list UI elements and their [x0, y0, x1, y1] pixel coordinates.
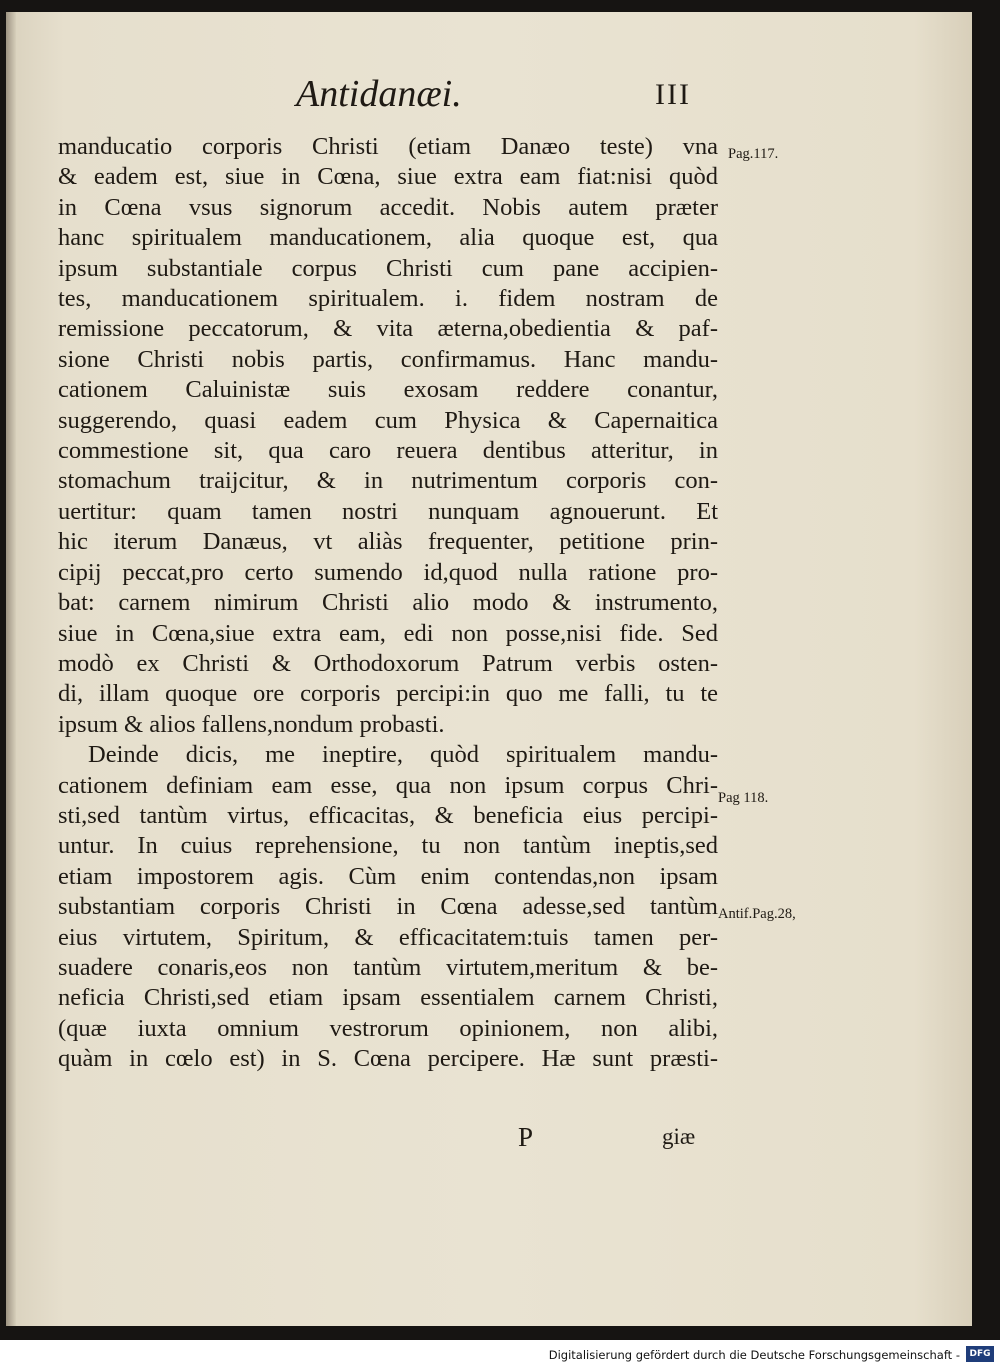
text-line: di, illam quoque ore corporis percipi:in quo me falli, tu te — [58, 680, 718, 708]
text-line: uertitur: quam tamen nostri nunquam agnouerunt. Et — [58, 497, 718, 525]
text-line: ipsum substantiale corpus Christi cum pane accipien- — [58, 254, 718, 282]
digitization-credit: Digitalisierung gefördert durch die Deutsche Forschungsgemeinschaft - — [548, 1348, 960, 1362]
text-line: neficia Christi,sed etiam ipsam essentialem carnem Christi, — [58, 984, 718, 1012]
text-line: Deinde dicis, me ineptire, quòd spiritualem mandu- — [88, 741, 718, 769]
text-line: siue in Cœna,siue extra eam, edi non posse,nisi fide. Sed — [58, 619, 718, 647]
text-line: (quæ iuxta omnium vestrorum opinionem, non alibi, — [58, 1014, 718, 1042]
text-line: hanc spiritualem manducationem, alia quoque est, qua — [58, 224, 718, 252]
text-line: ipsum & alios fallens,nondum probasti. — [58, 710, 445, 738]
text-line: in Cœna vsus signorum accedit. Nobis autem præter — [58, 193, 718, 221]
text-line: remissione peccatorum, & vita æterna,obedientia & paf- — [58, 315, 718, 343]
text-line: cationem definiam eam esse, qua non ipsum corpus Chri- — [58, 771, 718, 799]
text-line: sione Christi nobis partis, confirmamus. Hanc mandu- — [58, 345, 718, 373]
text-line: eius virtutem, Spiritum, & efficacitatem:tuis tamen per- — [58, 923, 718, 951]
body-text — [58, 132, 718, 1075]
page-gutter-edge — [6, 12, 16, 1326]
text-line: sti,sed tantùm virtus, efficacitas, & beneficia eius percipi- — [58, 801, 718, 829]
text-line: suadere conaris,eos non tantùm virtutem,meritum & be- — [58, 953, 718, 981]
text-line: quàm in cœlo est) in S. Cœna percipere. Hæ sunt præsti- — [58, 1045, 718, 1073]
text-line: & eadem est, siue in Cœna, siue extra eam fiat:nisi quòd — [58, 163, 718, 191]
text-line: cationem Caluinistæ suis exosam reddere conantur, — [58, 376, 718, 404]
text-line: etiam impostorem agis. Cùm enim contendas,non ipsam — [58, 862, 718, 890]
text-line: substantiam corporis Christi in Cœna adesse,sed tantùm — [58, 893, 718, 921]
text-line: manducatio corporis Christi (etiam Danæo teste) vna — [58, 133, 718, 160]
marginal-note: Antif.Pag.28, — [718, 906, 796, 922]
text-line: untur. In cuius reprehensione, tu non tantùm ineptis,sed — [58, 832, 718, 860]
dfg-logo: DFG — [966, 1346, 994, 1362]
text-line: suggerendo, quasi eadem cum Physica & Capernaitica — [58, 406, 718, 434]
signature-mark: P — [518, 1122, 534, 1152]
marginal-note: Pag.117. — [728, 146, 779, 162]
text-line: tes, manducationem spiritualem. i. fidem nostram de — [58, 285, 718, 313]
text-line: stomachum traijcitur, & in nutrimentum corporis con- — [58, 467, 718, 495]
text-line: hic iterum Danæus, vt aliàs frequenter, petitione prin- — [58, 528, 718, 556]
catchword: giæ — [662, 1124, 696, 1149]
text-line: bat: carnem nimirum Christi alio modo & instrumento, — [58, 589, 718, 617]
marginal-note: Pag 118. — [718, 790, 769, 806]
page-number: III — [655, 78, 691, 111]
text-line: modò ex Christi & Orthodoxorum Patrum verbis osten- — [58, 649, 718, 677]
text-line: commestione sit, qua caro reuera dentibus atteritur, in — [58, 437, 718, 465]
running-title: Antidanæi. — [296, 73, 462, 115]
text-line: cipij peccat,pro certo sumendo id,quod nulla ratione pro- — [58, 558, 718, 586]
